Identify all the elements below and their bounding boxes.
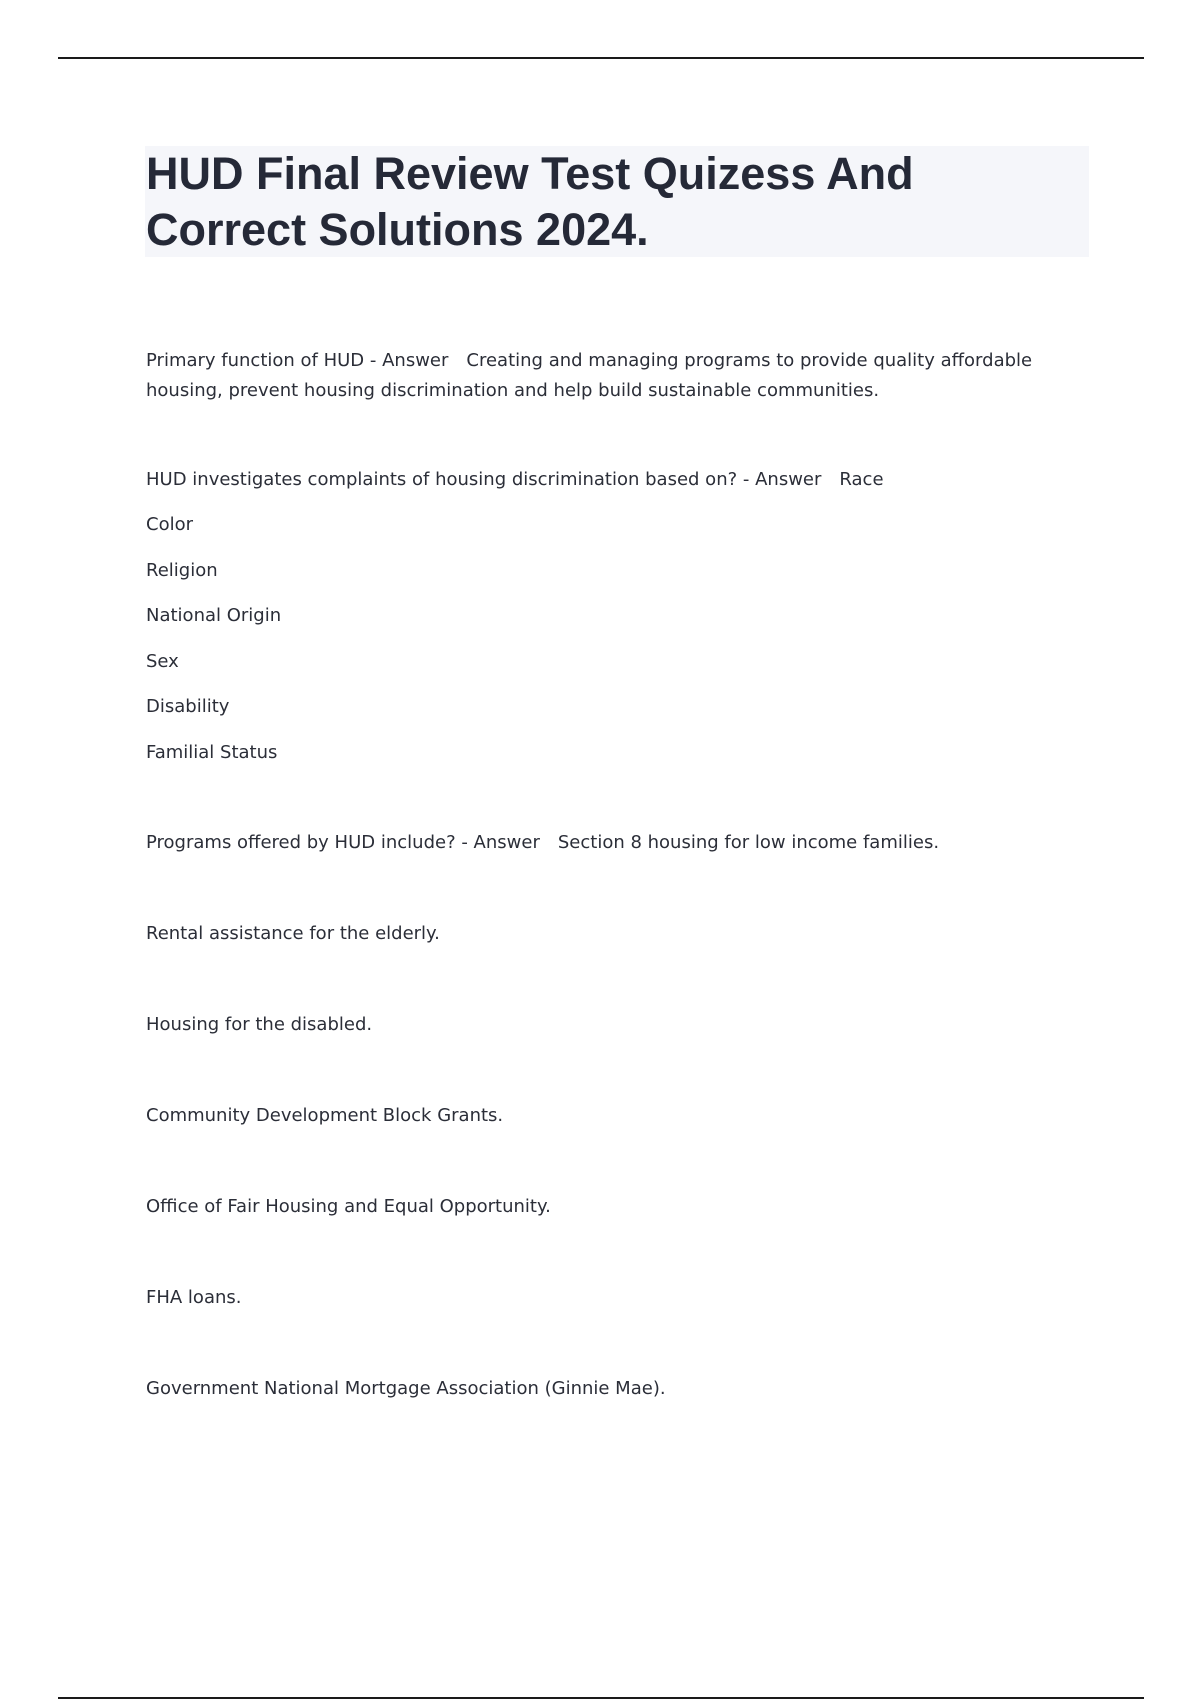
qa-3-answer-item: Community Development Block Grants. bbox=[146, 1105, 504, 1126]
qa-1 bbox=[146, 346, 1046, 406]
document-title: HUD Final Review Test Quizess And Correct Solutions 2024. bbox=[146, 148, 914, 255]
qa-3 bbox=[146, 832, 939, 853]
top-divider bbox=[58, 57, 1144, 59]
qa-3-question: Programs offered by HUD include? - Answer bbox=[146, 832, 540, 853]
qa-2-answer-item: Color bbox=[146, 514, 193, 535]
qa-2-answer-item: Religion bbox=[146, 560, 218, 581]
qa-2-answer-first: Race bbox=[839, 469, 884, 490]
qa-3-answer-item: FHA loans. bbox=[146, 1287, 242, 1308]
qa-3-answer-item: Housing for the disabled. bbox=[146, 1014, 373, 1035]
qa-2-answer-item: Familial Status bbox=[146, 742, 278, 763]
qa-2 bbox=[146, 469, 884, 490]
bottom-divider bbox=[58, 1697, 1144, 1699]
qa-1-question: Primary function of HUD - Answer bbox=[146, 350, 449, 371]
qa-2-answer-item: Sex bbox=[146, 651, 179, 672]
qa-3-answer-item: Office of Fair Housing and Equal Opportunity. bbox=[146, 1196, 551, 1217]
qa-2-answer-item: Disability bbox=[146, 696, 230, 717]
qa-3-answer-item: Rental assistance for the elderly. bbox=[146, 923, 440, 944]
qa-1-answer: Creating and managing programs to provide quality affordable housing, prevent housing discrimination and help build sustainable communities. bbox=[146, 350, 1033, 401]
qa-3-answer-first: Section 8 housing for low income families. bbox=[557, 832, 940, 853]
qa-3-answer-item: Government National Mortgage Association (Ginnie Mae). bbox=[146, 1378, 666, 1399]
qa-2-question: HUD investigates complaints of housing discrimination based on? - Answer bbox=[146, 469, 822, 490]
qa-2-answer-item: National Origin bbox=[146, 605, 282, 626]
